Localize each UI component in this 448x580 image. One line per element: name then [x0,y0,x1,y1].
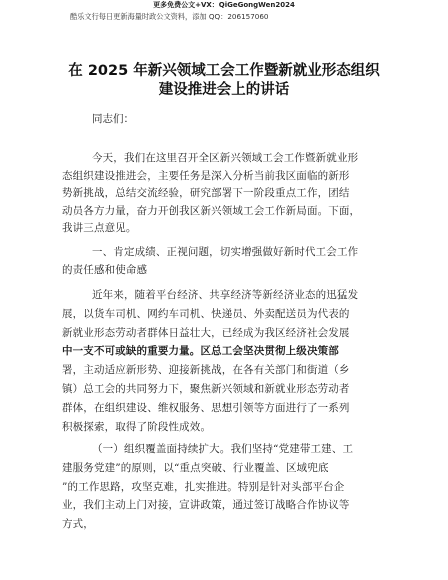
paragraph-line: 动员各方力量，奋力开创我区新兴领域工会工作新局面。下面， [62,204,361,217]
paragraph-line: 新就业形态劳动者群体日益壮大，已经成为我区经济社会发展 [62,326,350,339]
paragraph-line: 今天，我们在这里召开全区新兴领域工会工作暨新就业形 [92,152,359,164]
section-heading [62,244,402,279]
heading-line: 的责任感和使命感 [62,263,148,276]
paragraph-line: 群体，在组织建设、维权服务、思想引领等方面进行了一系列 [62,401,350,414]
paragraph-line: 近年来，随着平台经济、共享经济等新经济业态的迅猛发 [92,289,359,301]
paragraph-line-emphasis: 中一支不可或缺的重要力量。区总工会坚决贯彻上级决策部 [62,345,339,358]
heading-line: 一、肯定成绩、正视问题，切实增强做好新时代工会工作 [92,246,359,258]
paragraph-line: 业，我们主动上门对接，宣讲政策，通过签订战略合作协议等 [62,499,350,512]
paragraph-organization [62,440,402,534]
paragraph-intro [62,150,402,238]
title-line-1: 在 2025 年新兴领域工会工作暨新就业形态组织 [68,63,380,79]
paragraph-line: 我讲三点意见。 [62,222,137,235]
paragraph-line: 镇）总工会的共同努力下，聚焦新兴领域和新就业形态劳动者 [62,382,350,395]
paragraph-line: 署，主动适应新形势、迎接新挑战，在各有关部门和街道（乡 [62,364,350,377]
paragraph-achievements [62,286,402,436]
paragraph-line: 态组织建设推进会，主要任务是深入分析当前我区面临的新形 [62,169,350,182]
promo-header: 更多免费公文+VX：QiGeGongWen2024 [153,1,295,9]
paragraph-line: （一）组织覆盖面持续扩大。我们坚持“党建带工建、工 [92,443,354,455]
greeting: 同志们： [92,113,134,125]
paragraph-line: 积极探索，取得了阶段性成效。 [62,420,212,433]
paragraph-line: 方式， [62,518,94,531]
paragraph-line: 建服务党建”的原则，以“重点突破、行业覆盖、区域兜底 [62,461,329,474]
title-line-2: 建设推进会上的讲话 [158,82,290,98]
document-title [40,62,408,100]
promo-subheader: 酷乐文行每日更新海量时政公文资料，添加 QQ：206157060 [70,12,269,21]
paragraph-line: 展，以货车司机、网约车司机、快递员、外卖配送员为代表的 [62,307,350,320]
paragraph-line: ”的工作思路，攻坚克难，扎实推进。特别是针对头部平台企 [62,480,345,493]
paragraph-line: 势新挑战，总结交流经验，研究部署下一阶段重点工作，团结 [62,187,350,200]
